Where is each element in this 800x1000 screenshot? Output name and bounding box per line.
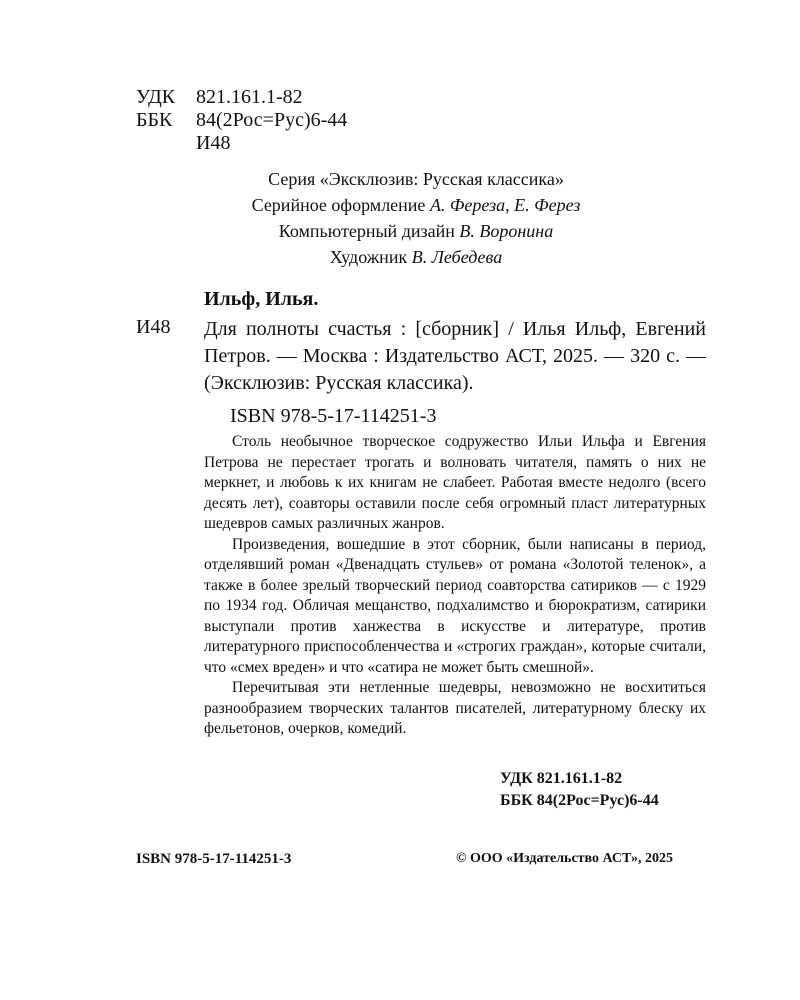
record-author: Ильф, Илья. xyxy=(204,288,319,310)
udk-value: 821.161.1-82 xyxy=(196,86,303,108)
bottom-udk: УДК 821.161.1-82 xyxy=(500,770,623,787)
udk-row xyxy=(136,86,347,109)
bbk-row xyxy=(136,109,347,132)
footer-copyright: © ООО «Издательство АСТ», 2025 xyxy=(456,851,674,866)
computer-designer-name: В. Воронина xyxy=(459,221,554,241)
footer-isbn: ISBN 978-5-17-114251-3 xyxy=(136,851,292,867)
bottom-bbk: ББК 84(2Рос=Рус)6-44 xyxy=(500,792,659,809)
series-credits xyxy=(136,166,696,270)
designer-names: А. Фереза, Е. Ферез xyxy=(429,195,581,215)
bottom-codes xyxy=(500,768,659,812)
artist-name: В. Лебедева xyxy=(411,247,503,267)
annotation-paragraph: Перечитывая эти нетленные шедевры, невозможно не восхититься разнообразием творческих талантов писателей, литературному блеску их фельетонов, очерков, комедий. xyxy=(204,679,706,737)
author-mark: И48 xyxy=(196,132,231,154)
bibliographic-description: Для полноты счастья : [сборник] / Илья Ильф, Евгений Петров. — Москва : Издательство АСТ, 2025. — 320 с. — (Эксклюзив: Русская классика). xyxy=(204,318,706,394)
bbk-label: ББК xyxy=(136,109,173,131)
computer-design-line: Компьютерный дизайн В. Воронина xyxy=(278,221,554,241)
annotation-paragraph: Произведения, вошедшие в этот сборник, были написаны в период, отделявший роман «Двенадцать стульев» от романа «Золотой теленок», а также в более зрелый творческий период соавторства сатириков — с 1929 по 1934 год. Обличая мещанство, подхалимство и бюрократизм, сатирики выступали против ханжества в искусстве и литературе, против литературного приспособленчества и «строгих граждан», которые считали, что «смех вреден» и что «сатира не может быть смешной». xyxy=(204,535,706,676)
series-line: Серия «Эксклюзив: Русская классика» xyxy=(268,169,564,189)
author-mark-row xyxy=(136,132,347,155)
annotation xyxy=(204,432,706,740)
design-line: Серийное оформление А. Фереза, Е. Ферез xyxy=(251,195,581,215)
record-isbn: ISBN 978-5-17-114251-3 xyxy=(230,405,437,427)
bbk-value: 84(2Рос=Рус)6-44 xyxy=(196,109,348,131)
record-mark: И48 xyxy=(136,316,171,338)
artist-line: Художник В. Лебедева xyxy=(329,247,503,267)
udk-label: УДК xyxy=(136,86,176,108)
classification-codes xyxy=(136,86,347,155)
annotation-paragraph: Столь необычное творческое содружество Ильи Ильфа и Евгения Петрова не перестает трогать и волновать читателя, память о них не меркнет, и любовь к их книгам не слабеет. Работая вместе недолго (всего десять лет), соавторы оставили после себя огромный пласт литературных шедевров самых различных жанров. xyxy=(204,433,706,532)
